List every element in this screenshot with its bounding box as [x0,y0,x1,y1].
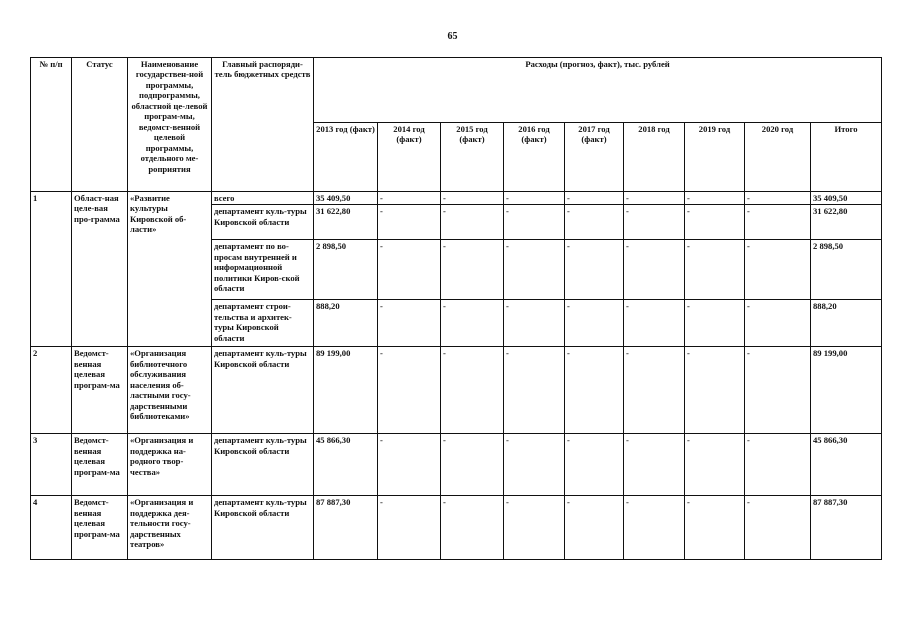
header-year-2016: 2016 год (факт) [504,123,565,192]
row-total: 89 199,00 [811,347,882,434]
header-status: Статус [72,58,128,192]
header-total: Итого [811,123,882,192]
header-year-2018: 2018 год [624,123,685,192]
table-row [31,347,882,434]
row-value-2013: 31 622,80 [314,205,378,240]
header-year-2020: 2020 год [745,123,811,192]
row-value-2018: - [624,192,685,205]
row-manager: департамент куль-туры Кировской области [212,205,314,240]
row-value-2017: - [565,205,624,240]
row-total: 87 887,30 [811,496,882,560]
row-value-2019: - [685,300,745,347]
header-year-2017: 2017 год (факт) [565,123,624,192]
row-manager: департамент куль-туры Кировской области [212,347,314,434]
row-value-2019: - [685,496,745,560]
row-value-2016: - [504,347,565,434]
row-value-2013: 2 898,50 [314,240,378,300]
row-value-2013: 888,20 [314,300,378,347]
row-value-2016: - [504,300,565,347]
row-value-2018: - [624,434,685,496]
row-total: 888,20 [811,300,882,347]
row-total: 31 622,80 [811,205,882,240]
row-value-2020: - [745,240,811,300]
row-value-2013: 45 866,30 [314,434,378,496]
row-value-2019: - [685,192,745,205]
row-value-2013: 35 409,50 [314,192,378,205]
header-year-2014: 2014 год (факт) [378,123,441,192]
row-total: 35 409,50 [811,192,882,205]
row-value-2014: - [378,192,441,205]
row-value-2017: - [565,192,624,205]
row-value-2014: - [378,240,441,300]
header-budget-manager: Главный распоряди-тель бюджетных средств [212,58,314,192]
table-row [31,192,882,205]
row-number: 2 [31,347,72,434]
row-total: 45 866,30 [811,434,882,496]
row-value-2014: - [378,434,441,496]
row-program-name: «Организация библиотечного обслуживания населения об-ластными госу-дарственными библиотеками» [128,347,212,434]
row-manager: всего [212,192,314,205]
row-value-2020: - [745,496,811,560]
row-value-2017: - [565,300,624,347]
row-value-2015: - [441,205,504,240]
expenditure-table [30,57,882,560]
row-value-2016: - [504,205,565,240]
row-value-2020: - [745,347,811,434]
row-value-2013: 87 887,30 [314,496,378,560]
row-value-2019: - [685,240,745,300]
header-year-2013: 2013 год (факт) [314,123,378,192]
row-value-2017: - [565,240,624,300]
row-value-2017: - [565,496,624,560]
row-value-2017: - [565,434,624,496]
row-value-2016: - [504,240,565,300]
row-value-2016: - [504,496,565,560]
row-program-name: «Организация и поддержка дея-тельности госу-дарственных театров» [128,496,212,560]
row-value-2015: - [441,496,504,560]
table-row [31,434,882,496]
row-value-2014: - [378,347,441,434]
row-number: 4 [31,496,72,560]
row-value-2015: - [441,434,504,496]
row-value-2015: - [441,240,504,300]
row-value-2018: - [624,240,685,300]
row-status: Ведомст-венная целевая програм-ма [72,434,128,496]
header-year-2015: 2015 год (факт) [441,123,504,192]
row-number: 1 [31,192,72,347]
row-status: Ведомст-венная целевая програм-ма [72,347,128,434]
row-value-2015: - [441,347,504,434]
row-value-2019: - [685,205,745,240]
row-value-2017: - [565,347,624,434]
row-number: 3 [31,434,72,496]
row-value-2016: - [504,434,565,496]
row-value-2018: - [624,347,685,434]
row-value-2016: - [504,192,565,205]
row-manager: департамент по во-просам внутренней и информационной политики Киров-ской области [212,240,314,300]
row-manager: департамент куль-туры Кировской области [212,434,314,496]
row-value-2015: - [441,192,504,205]
row-program-name: «Развитие культуры Кировской об-ласти» [128,192,212,347]
table-row [31,496,882,560]
row-total: 2 898,50 [811,240,882,300]
header-year-2019: 2019 год [685,123,745,192]
row-value-2018: - [624,496,685,560]
header-expenses: Расходы (прогноз, факт), тыс. рублей [314,58,882,123]
row-value-2014: - [378,205,441,240]
row-value-2019: - [685,434,745,496]
row-value-2020: - [745,192,811,205]
row-value-2020: - [745,205,811,240]
row-value-2018: - [624,300,685,347]
row-value-2013: 89 199,00 [314,347,378,434]
row-value-2020: - [745,300,811,347]
row-manager: департамент куль-туры Кировской области [212,496,314,560]
row-value-2015: - [441,300,504,347]
row-value-2018: - [624,205,685,240]
row-status: Област-ная целе-вая про-грамма [72,192,128,347]
row-value-2020: - [745,434,811,496]
row-manager: департамент строи-тельства и архитек-туры Кировской области [212,300,314,347]
header-num: № п/п [31,58,72,192]
row-value-2014: - [378,496,441,560]
page-number: 65 [447,31,458,42]
row-value-2019: - [685,347,745,434]
row-value-2014: - [378,300,441,347]
header-program-name: Наименование государствен-ной программы, подпрограммы, областной це-левой програм-мы, ведомст-венной целевой программы, отдельного ме-роприятия [128,58,212,192]
row-status: Ведомст-венная целевая програм-ма [72,496,128,560]
row-program-name: «Организация и поддержка на-родного твор-чества» [128,434,212,496]
